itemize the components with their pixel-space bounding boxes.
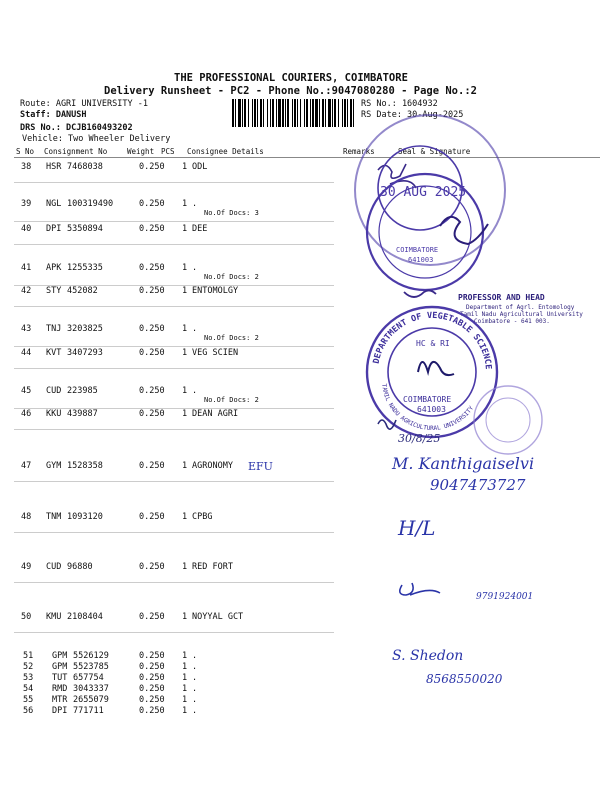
- route-label: Route: AGRI UNIVERSITY -1: [20, 99, 148, 109]
- row-sno: 52: [23, 662, 34, 672]
- row-pcs: 1: [182, 461, 188, 471]
- row-weight: 0.250: [139, 651, 165, 661]
- prof-line-1: PROFESSOR AND HEAD: [458, 293, 545, 302]
- col-seal: Seal & Signature: [398, 147, 471, 156]
- row-consignment-code: TNM: [46, 512, 62, 522]
- row-consignment-code: GYM: [46, 461, 62, 471]
- dept-center-pin: 641003: [417, 405, 446, 414]
- row-consignment-code: CUD: [46, 386, 62, 396]
- row-pcs: 1: [182, 263, 188, 273]
- row-pcs: 1: [182, 684, 188, 694]
- row-consignment-number: 452082: [67, 286, 98, 296]
- dept-ring-bottom: TAMIL NADU AGRICULTURAL UNIVERSITY: [380, 383, 476, 432]
- vegetable-science-stamp: [367, 307, 497, 437]
- row-consignment-number: 657754: [73, 673, 104, 683]
- row-consignment-code: MTR: [52, 695, 68, 705]
- row-consignee: VEG SCIEN: [192, 348, 239, 358]
- row-weight: 0.250: [139, 263, 165, 273]
- row-weight: 0.250: [139, 512, 165, 522]
- handwritten-phone-49: 9791924001: [476, 592, 534, 602]
- col-remarks: Remarks: [343, 147, 375, 156]
- row-weight: 0.250: [139, 695, 165, 705]
- row-consignee: ENTOMOLGY: [192, 286, 239, 296]
- row-pcs: 1: [182, 612, 188, 622]
- row-consignment-number: 3043337: [73, 684, 109, 694]
- row-consignment-number: 5526129: [73, 651, 109, 661]
- rs-number: RS No.: 1604932: [361, 99, 438, 109]
- row-pcs: 1: [182, 512, 188, 522]
- row-weight: 0.250: [139, 684, 165, 694]
- row-consignment-code: RMD: [52, 684, 68, 694]
- row-sno: 56: [23, 706, 34, 716]
- office-stamp-pin: 641003: [408, 256, 434, 264]
- row-consignee: CPBG: [192, 512, 213, 522]
- row-pcs: 1: [182, 348, 188, 358]
- row-pcs: 1: [182, 695, 188, 705]
- row-consignment-number: 5350894: [67, 224, 103, 234]
- row-consignment-code: NGL: [46, 199, 62, 209]
- row-consignment-number: 2655079: [73, 695, 109, 705]
- handwritten-date: 30/8/25: [398, 432, 441, 445]
- row-pcs: 1: [182, 224, 188, 234]
- row-weight: 0.250: [139, 409, 165, 419]
- row-weight: 0.250: [139, 461, 165, 471]
- row-weight: 0.250: [139, 706, 165, 716]
- row-pcs: 1: [182, 651, 188, 661]
- row-weight: 0.250: [139, 386, 165, 396]
- row-docs-count: No.Of Docs: 2: [204, 396, 259, 404]
- row-consignee: DEAN AGRI: [192, 409, 239, 419]
- row-pcs: 1: [182, 562, 188, 572]
- row-sno: 44: [21, 348, 32, 358]
- row-consignment-code: DPI: [46, 224, 62, 234]
- row-pcs: 1: [182, 324, 188, 334]
- row-weight: 0.250: [139, 324, 165, 334]
- row-sno: 42: [21, 286, 32, 296]
- row-consignment-code: GPM: [52, 662, 68, 672]
- row-weight: 0.250: [139, 612, 165, 622]
- signature-49: [400, 583, 440, 595]
- row-pcs: 1: [182, 662, 188, 672]
- row-sno: 41: [21, 263, 32, 273]
- row-weight: 0.250: [139, 224, 165, 234]
- row-consignment-number: 439887: [67, 409, 98, 419]
- row-sno: 53: [23, 673, 34, 683]
- row-weight: 0.250: [139, 662, 165, 672]
- faint-stamp: [474, 386, 542, 454]
- row-consignee: NOYYAL GCT: [192, 612, 244, 622]
- col-sno: S No: [16, 147, 35, 156]
- row-consignment-number: 100319490: [67, 199, 114, 209]
- row-consignee: .: [192, 199, 198, 209]
- row-consignee: ODL: [192, 162, 208, 172]
- prof-line-2: Department of Agrl. Entomology: [466, 304, 575, 311]
- row-sno: 43: [21, 324, 32, 334]
- col-consignment: Consignment No: [44, 147, 108, 156]
- row-consignment-number: 223985: [67, 386, 98, 396]
- row-consignee: .: [192, 662, 198, 672]
- row-consignment-code: APK: [46, 263, 62, 273]
- row-pcs: 1: [182, 199, 188, 209]
- col-consignee: Consignee Details: [187, 147, 264, 156]
- row-sno: 55: [23, 695, 34, 705]
- row-consignee: .: [192, 706, 198, 716]
- row-sno: 49: [21, 562, 32, 572]
- date-stamp-date: 30 AUG 2025: [380, 185, 467, 200]
- row-consignment-code: CUD: [46, 562, 62, 572]
- rs-date: RS Date: 30-Aug-2025: [361, 110, 464, 120]
- row-docs-count: No.Of Docs: 3: [204, 209, 259, 217]
- row-consignee: RED FORT: [192, 562, 233, 572]
- row-pcs: 1: [182, 673, 188, 683]
- handwritten-phone-47: 9047473727: [430, 476, 526, 494]
- col-weight: Weight: [127, 147, 155, 156]
- company-title: THE PROFESSIONAL COURIERS, COIMBATORE: [174, 72, 408, 84]
- row-pcs: 1: [182, 162, 188, 172]
- row-consignment-number: 3203825: [67, 324, 103, 334]
- row-consignment-number: 771711: [73, 706, 104, 716]
- office-stamp-city: COIMBATORE: [396, 246, 439, 254]
- prof-line-3: Tamil Nadu Agricultural University: [460, 311, 583, 318]
- row-consignment-number: 1255335: [67, 263, 103, 273]
- row-sno: 40: [21, 224, 32, 234]
- row-sno: 50: [21, 612, 32, 622]
- row-sno: 45: [21, 386, 32, 396]
- row-pcs: 1: [182, 286, 188, 296]
- handwritten-initials-48: H/L: [398, 516, 436, 540]
- row-pcs: 1: [182, 706, 188, 716]
- handwritten-name-51: S. Shedon: [392, 648, 464, 664]
- dept-center-city: COIMBATORE: [403, 395, 452, 404]
- row-consignee: AGRONOMY: [192, 461, 233, 471]
- handwritten-name-47: M. Kanthigaiselvi: [392, 454, 535, 473]
- row-docs-count: No.Of Docs: 2: [204, 273, 259, 281]
- row-weight: 0.250: [139, 286, 165, 296]
- row-sno: 39: [21, 199, 32, 209]
- row-consignment-code: TNJ: [46, 324, 62, 334]
- row-consignee: .: [192, 386, 198, 396]
- row-weight: 0.250: [139, 199, 165, 209]
- row-sno: 51: [23, 651, 34, 661]
- drs-label: DRS No.: DCJB160493202: [20, 123, 133, 133]
- row-pcs: 1: [182, 409, 188, 419]
- row-consignment-code: GPM: [52, 651, 68, 661]
- prof-line-4: Coimbatore - 641 003.: [474, 318, 550, 325]
- row-consignment-number: 5523785: [73, 662, 109, 672]
- row-sno: 54: [23, 684, 34, 694]
- row-consignee: .: [192, 651, 198, 661]
- vehicle-label: Vehicle: Two Wheeler Delivery: [22, 134, 171, 144]
- row-consignment-code: KMU: [46, 612, 62, 622]
- row-sno: 48: [21, 512, 32, 522]
- row-docs-count: No.Of Docs: 2: [204, 334, 259, 342]
- row-consignee: .: [192, 263, 198, 273]
- staff-label: Staff: DANUSH: [20, 110, 87, 120]
- row-weight: 0.250: [139, 162, 165, 172]
- handwritten-phone-51: 8568550020: [426, 672, 503, 686]
- row-consignment-code: HSR: [46, 162, 62, 172]
- row-consignment-number: 1093120: [67, 512, 103, 522]
- row-consignee: .: [192, 324, 198, 334]
- col-pcs: PCS: [161, 147, 175, 156]
- dept-ring-top: DEPARTMENT OF VEGETABLE SCIENCE: [371, 310, 493, 370]
- handwritten-efu: EFU: [248, 460, 273, 473]
- row-consignment-code: TUT: [52, 673, 68, 683]
- row-sno: 38: [21, 162, 32, 172]
- row-consignment-code: KVT: [46, 348, 62, 358]
- row-consignee: .: [192, 684, 198, 694]
- row-consignment-number: 2108404: [67, 612, 103, 622]
- row-sno: 47: [21, 461, 32, 471]
- dept-center-top: HC & RI: [416, 339, 450, 348]
- row-weight: 0.250: [139, 562, 165, 572]
- runsheet-subtitle: Delivery Runsheet - PC2 - Phone No.:9047080280 - Page No.:2: [104, 85, 477, 97]
- row-consignee: .: [192, 673, 198, 683]
- row-consignee: .: [192, 695, 198, 705]
- dept-signature: [418, 362, 454, 375]
- row-consignee: DEE: [192, 224, 208, 234]
- row-sno: 46: [21, 409, 32, 419]
- row-pcs: 1: [182, 386, 188, 396]
- row-consignment-number: 96880: [67, 562, 93, 572]
- row-consignment-number: 1528358: [67, 461, 103, 471]
- row-consignment-number: 7468038: [67, 162, 103, 172]
- row-consignment-code: STY: [46, 286, 62, 296]
- row-weight: 0.250: [139, 348, 165, 358]
- row-consignment-number: 3407293: [67, 348, 103, 358]
- row-consignment-code: DPI: [52, 706, 68, 716]
- row-consignment-code: KKU: [46, 409, 62, 419]
- row-weight: 0.250: [139, 673, 165, 683]
